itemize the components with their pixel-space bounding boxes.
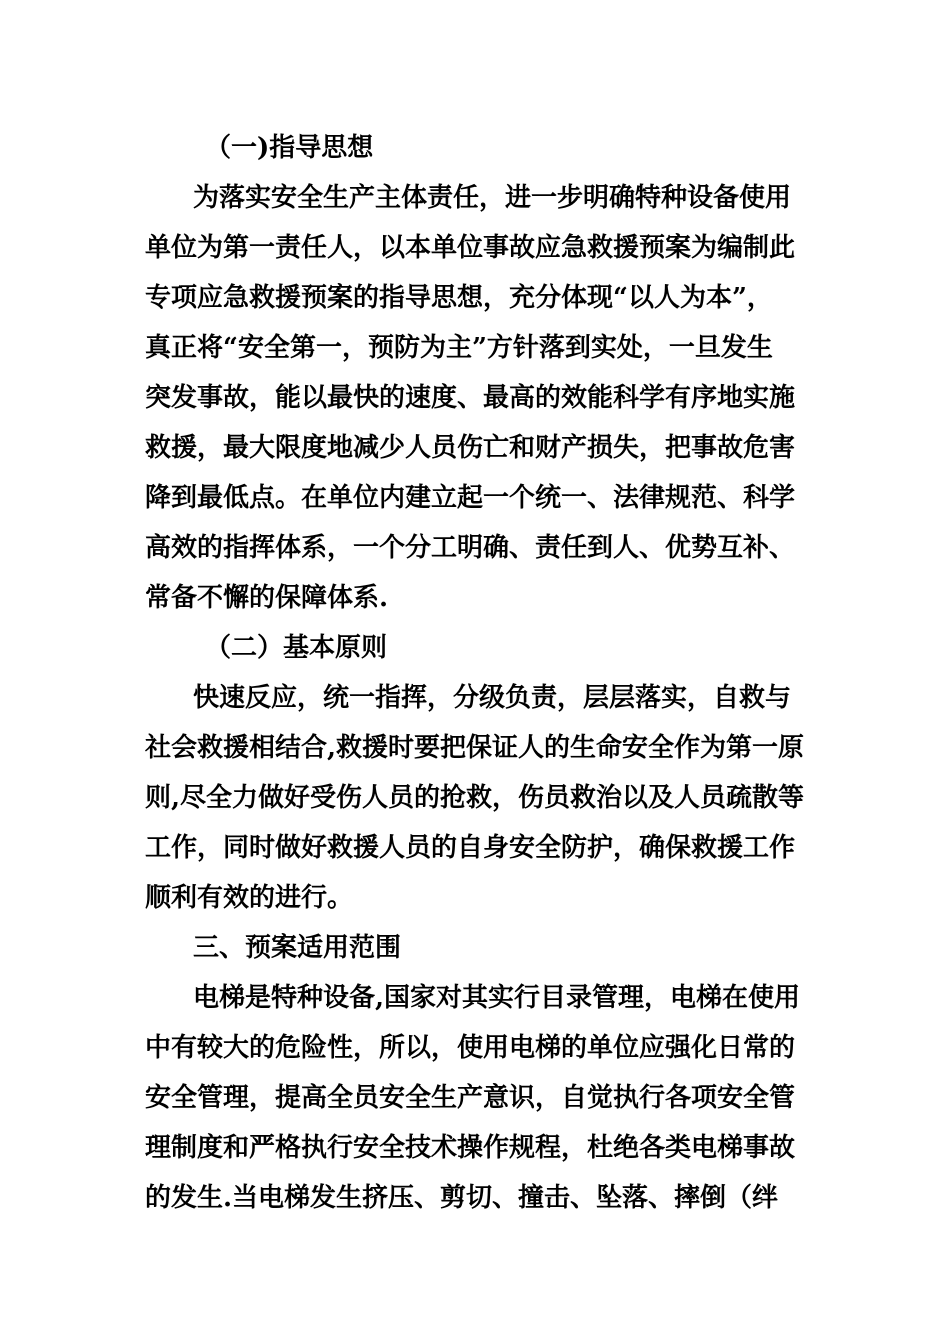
section-heading-scope: 三、预案适用范围 — [193, 933, 402, 963]
paragraph-line: 工作，同时做好救援人员的自身安全防护，确保救援工作 — [145, 833, 796, 863]
paragraph-line: 中有较大的危险性，所以，使用电梯的单位应强化日常的 — [145, 1033, 796, 1063]
paragraph-line: 电梯是特种设备,国家对其实行目录管理，电梯在使用 — [193, 983, 801, 1013]
paragraph-line: 专项应急救援预案的指导思想，充分体现“以人为本”， — [145, 283, 773, 313]
paragraph-line: 的发生.当电梯发生挤压、剪切、撞击、坠落、摔倒（绊 — [145, 1183, 779, 1213]
paragraph-line: 真正将“安全第一，预防为主”方针落到实处，一旦发生 — [145, 333, 773, 363]
paragraph-line: 为落实安全生产主体责任，进一步明确特种设备使用 — [193, 183, 792, 213]
paragraph-line: 高效的指挥体系，一个分工明确、责任到人、优势互补、 — [145, 533, 796, 563]
paragraph-line: 社会救援相结合,救援时要把保证人的生命安全作为第一原 — [145, 733, 805, 763]
paragraph-line: 降到最低点。在单位内建立起一个统一、法律规范、科学 — [145, 483, 796, 513]
paragraph-line: 安全管理，提高全员安全生产意识，自觉执行各项安全管 — [145, 1083, 796, 1113]
paragraph-line: 突发事故，能以最快的速度、最高的效能科学有序地实施 — [145, 383, 796, 413]
paragraph-line: 救援，最大限度地减少人员伤亡和财产损失，把事故危害 — [145, 433, 796, 463]
paragraph-line: 常备不懈的保障体系. — [145, 583, 389, 613]
section-heading-basic-principles: （二）基本原则 — [205, 633, 388, 663]
paragraph-line: 快速反应，统一指挥，分级负责，层层落实，自救与 — [193, 683, 792, 713]
paragraph-line: 理制度和严格执行安全技术操作规程，杜绝各类电梯事故 — [145, 1133, 796, 1163]
paragraph-line: 则,尽全力做好受伤人员的抢救，伤员救治以及人员疏散等 — [145, 783, 805, 813]
section-heading-guiding-ideology: （一)指导思想 — [205, 133, 374, 163]
paragraph-line: 顺利有效的进行。 — [145, 883, 354, 913]
paragraph-line: 单位为第一责任人，以本单位事故应急救援预案为编制此 — [145, 233, 796, 263]
